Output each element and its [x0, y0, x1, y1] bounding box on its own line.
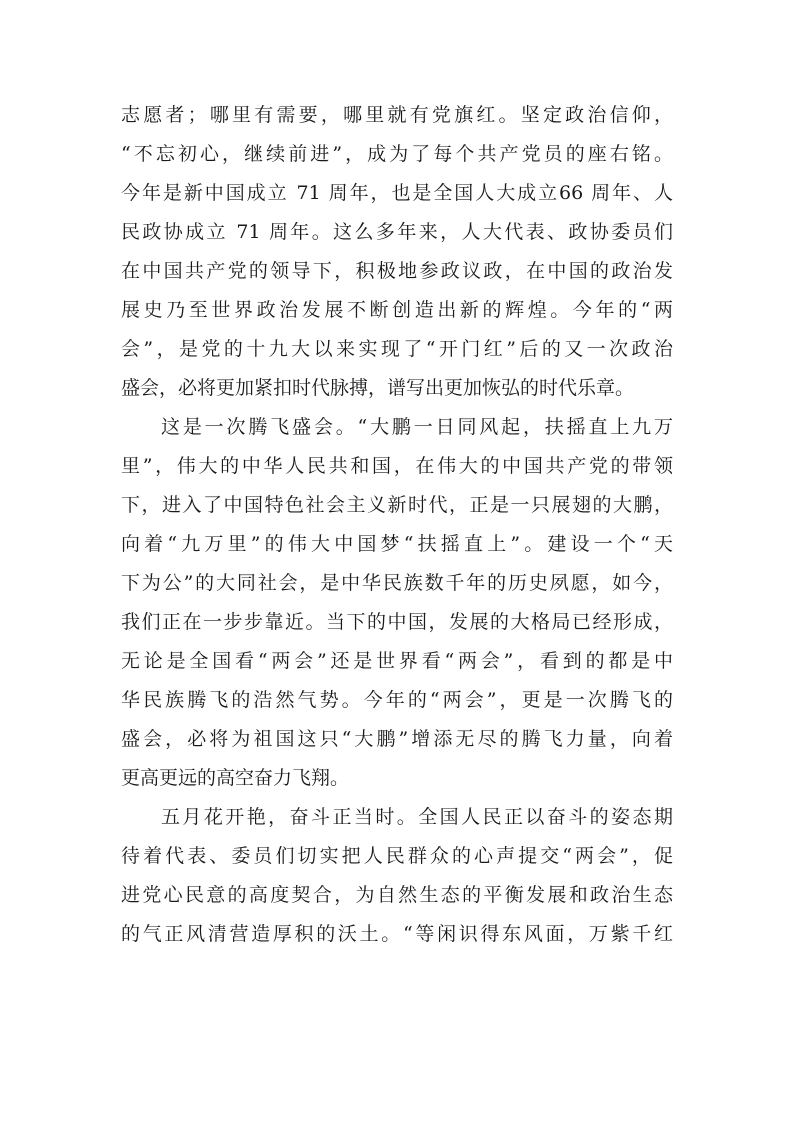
text-line: 向着“九万里”的伟大中国梦“扶摇直上”。建设一个“天 — [121, 533, 673, 555]
text-line: 会”，是党的十九大以来实现了“开门红”后的又一次政治 — [121, 338, 673, 360]
text-line: 展史乃至世界政治发展不断创造出新的辉煌。今年的“两 — [121, 299, 673, 321]
text-line: 志愿者；哪里有需要，哪里就有党旗红。坚定政治信仰， — [121, 104, 673, 126]
text-line: 在中国共产党的领导下，积极地参政议政，在中国的政治发 — [121, 260, 673, 282]
text-line: 待着代表、委员们切实把人民群众的心声提交“两会”，促 — [121, 845, 673, 867]
text-line: 华民族腾飞的浩然气势。今年的“两会”，更是一次腾飞的 — [121, 689, 673, 711]
paragraph-start-line: 五月花开艳，奋斗正当时。全国人民正以奋斗的姿态期 — [161, 806, 673, 828]
text-line: 里”，伟大的中华人民共和国，在伟大的中国共产党的带领 — [121, 455, 673, 477]
text-line: 进党心民意的高度契合，为自然生态的平衡发展和政治生态 — [121, 884, 673, 906]
text-line: 无论是全国看“两会”还是世界看“两会”，看到的都是中 — [121, 650, 673, 672]
text-line: 民政协成立 71 周年。这么多年来，人大代表、政协委员们 — [121, 221, 673, 243]
text-line: 今年是新中国成立 71 周年，也是全国人大成立66 周年、人 — [121, 182, 673, 204]
text-line: 盛会，必将更加紧扣时代脉搏，谱写出更加恢弘的时代乐章。 — [121, 377, 635, 399]
text-line: 的气正风清营造厚积的沃土。“等闲识得东风面，万紫千红 — [121, 923, 673, 945]
text-line: “不忘初心，继续前进”，成为了每个共产党员的座右铭。 — [121, 143, 673, 165]
text-line: 我们正在一步步靠近。当下的中国，发展的大格局已经形成， — [121, 611, 673, 633]
text-line: 下为公”的大同社会，是中华民族数千年的历史夙愿，如今， — [121, 572, 673, 594]
text-line: 更高更远的高空奋力飞翔。 — [121, 767, 350, 789]
body-text — [121, 96, 673, 954]
text-line: 下，进入了中国特色社会主义新时代，正是一只展翅的大鹏， — [121, 494, 673, 516]
text-line: 盛会，必将为祖国这只“大鹏”增添无尽的腾飞力量，向着 — [121, 728, 673, 750]
paragraph-start-line: 这是一次腾飞盛会。“大鹏一日同风起，扶摇直上九万 — [161, 416, 673, 438]
